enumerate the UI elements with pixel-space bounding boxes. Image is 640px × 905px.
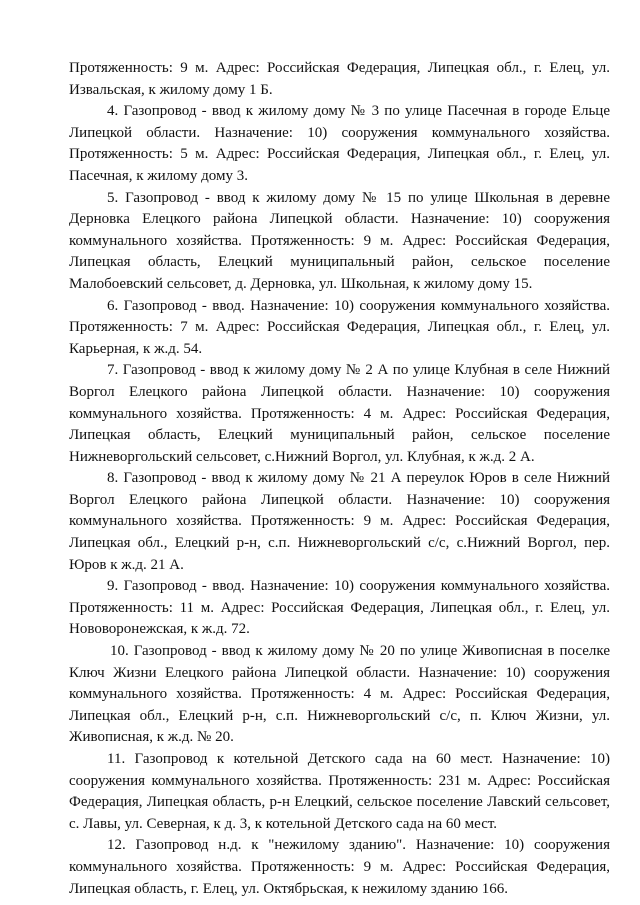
paragraph-item-10: 10. Газопровод - ввод к жилому дому № 20 по улице Живописная в поселке Ключ Жизни Елецкого района Липецкой области. Назначение: 10) сооружения коммунального хозяйства. Протяженность: 4 м. Адрес: Российская Федерация, Липецкая обл., Елецкий р-н, с.п. Нижневоргольский с/с, п. Ключ Жизни, ул. Живописная, к ж.д. № 20. xyxy=(69,643,610,746)
paragraph-item-9: 9. Газопровод - ввод. Назначение: 10) сооружения коммунального хозяйства. Протяженность: 11 м. Адрес: Российская Федерация, Липецкая обл., г. Елец, ул. Нововоронежская, к ж.д. 72. xyxy=(69,578,610,638)
paragraph-item-8: 8. Газопровод - ввод к жилому дому № 21 А переулок Юров в селе Нижний Воргол Елецкого района Липецкой области. Назначение: 10) сооружения коммунального хозяйства. Протяженность: 9 м. Адрес: Российская Федерация, Липецкая обл., Елецкий р-н, с.п. Нижневоргольский с/с, с.Нижний Воргол, пер. Юров к ж.д. 21 А. xyxy=(69,470,610,573)
paragraph-item-7: 7. Газопровод - ввод к жилому дому № 2 А по улице Клубная в селе Нижний Воргол Елецкого района Липецкой области. Назначение: 10) сооружения коммунального хозяйства. Протяженность: 4 м. Адрес: Российская Федерация, Липецкая область, Елецкий муниципальный район, сельское поселение Нижневоргольский сельсовет, с.Нижний Воргол, ул. Клубная, к ж.д. 2 А. xyxy=(69,362,610,465)
paragraph-item-6: 6. Газопровод - ввод. Назначение: 10) сооружения коммунального хозяйства. Протяженность: 7 м. Адрес: Российская Федерация, Липецкая обл., г. Елец, ул. Карьерная, к ж.д. 54. xyxy=(69,297,610,357)
paragraph-item-5: 5. Газопровод - ввод к жилому дому № 15 по улице Школьная в деревне Дерновка Елецкого района Липецкой области. Назначение: 10) сооружения коммунального хозяйства. Протяженность: 9 м. Адрес: Российская Федерация, Липецкая область, Елецкий муниципальный район, сельское поселение Малобоевский сельсовет, д. Дерновка, ул. Школьная, к жилому дому 15. xyxy=(69,189,610,292)
paragraph-item-4: 4. Газопровод - ввод к жилому дому № 3 по улице Пасечная в городе Ельце Липецкой области. Назначение: 10) сооружения коммунального хозяйства. Протяженность: 5 м. Адрес: Российская Федерация, Липецкая обл., г. Елец, ул. Пасечная, к жилому дому 3. xyxy=(69,103,610,184)
document-page xyxy=(69,58,610,900)
paragraph-item-11: 11. Газопровод к котельной Детского сада на 60 мест. Назначение: 10) сооружения коммунального хозяйства. Протяженность: 231 м. Адрес: Российская Федерация, Липецкая область, р-н Елецкий, сельское поселение Лавский сельсовет, с. Лавы, ул. Северная, к д. 3, к котельной Детского сада на 60 мест. xyxy=(69,751,610,832)
paragraph-item-12: 12. Газопровод н.д. к "нежилому зданию". Назначение: 10) сооружения коммунального хозяйства. Протяженность: 9 м. Адрес: Российская Федерация, Липецкая область, г. Елец, ул. Октябрьская, к нежилому зданию 166. xyxy=(69,837,610,897)
paragraph-item-3-continuation: Протяженность: 9 м. Адрес: Российская Федерация, Липецкая обл., г. Елец, ул. Извальская, к жилому дому 1 Б. xyxy=(69,60,610,98)
